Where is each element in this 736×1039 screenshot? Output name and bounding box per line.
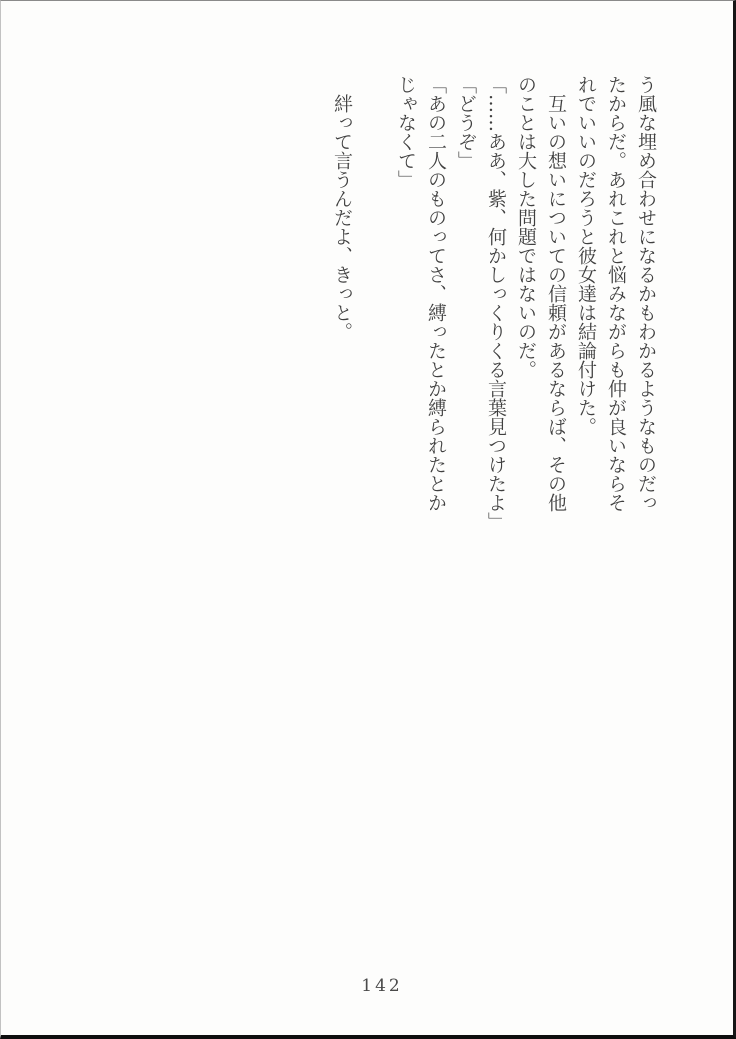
text-line: のことは大した問題ではないのだ。 xyxy=(515,75,537,379)
text-line: じゃなくて」 xyxy=(395,75,417,189)
page-number: 142 xyxy=(361,976,403,996)
text-line xyxy=(357,75,391,537)
text-line: 「……ああ、紫、何かしっくりくる言葉見つけたよ」 xyxy=(485,75,507,531)
text-line: れでいいのだろうと彼女達は結論付けた。 xyxy=(575,75,597,436)
text-line: たからだ。あれこれと悩みながらも仲が良いならそ xyxy=(605,75,627,512)
text-line: 互いの想いについての信頼があるならば、その他 xyxy=(545,75,567,512)
text-line: 「どうぞ」 xyxy=(455,75,477,170)
vertical-text-block xyxy=(327,75,661,537)
text-line: う風な埋め合わせになるかもわかるようなものだっ xyxy=(635,75,657,512)
text-line: 絆って言うんだよ、きっと。 xyxy=(331,75,353,341)
text-line: 「あの二人のものってさ、縛ったとか縛られたとか xyxy=(425,75,447,512)
